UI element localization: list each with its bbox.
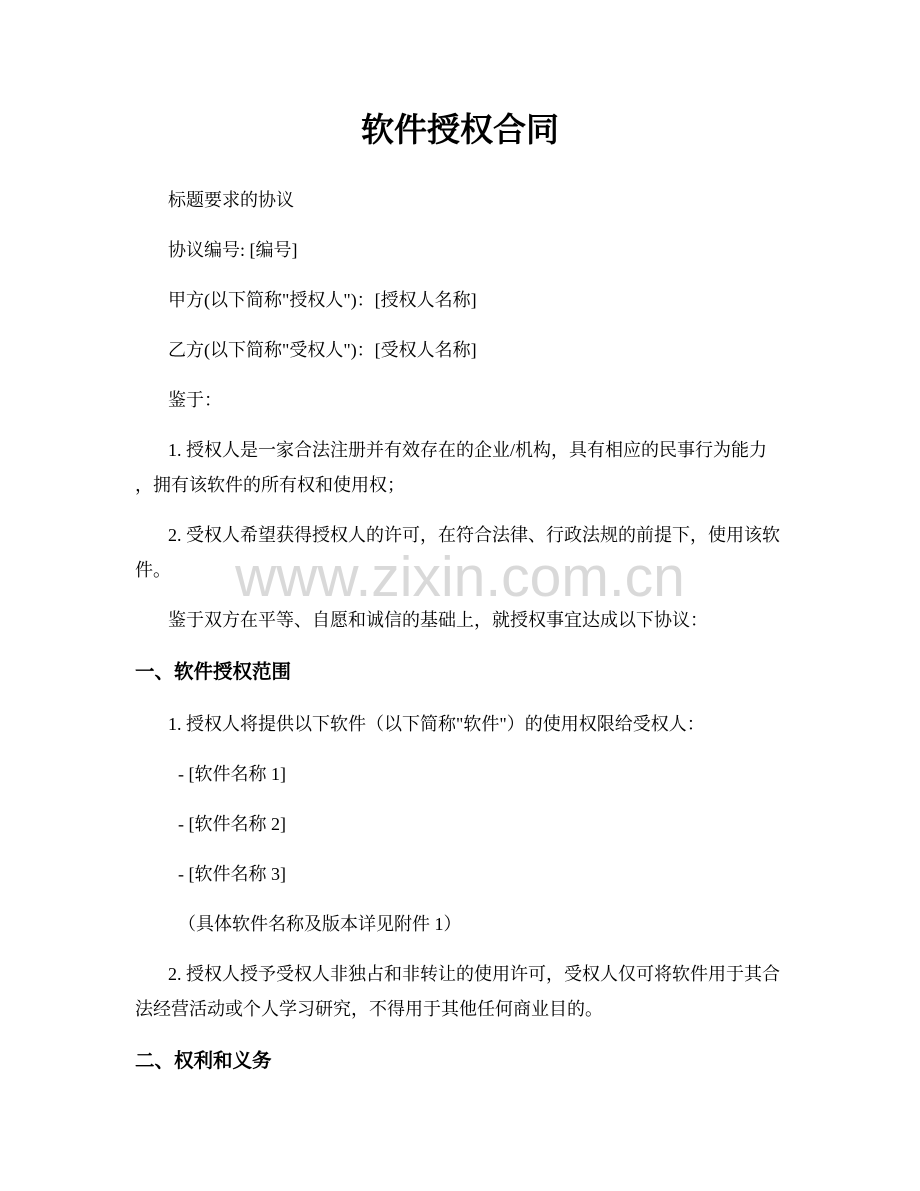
list-note <box>135 907 785 942</box>
paragraph-line: 件。 <box>135 560 171 580</box>
section-heading: 一、软件授权范围 <box>135 661 292 683</box>
party-b-paragraph <box>135 333 785 368</box>
note-text: （具体软件名称及版本详见附件 1） <box>178 914 462 934</box>
paragraph-line: 2. 授权人授予受权人非独占和非转让的使用许可，受权人仅可将软件用于其合 <box>168 964 780 984</box>
page-title: 软件授权合同 <box>361 111 559 148</box>
paragraph-line: 协议编号: [编号] <box>168 240 298 260</box>
list-item <box>135 757 785 792</box>
whereas-item-2 <box>135 518 785 588</box>
agreement-number-paragraph <box>135 233 785 268</box>
paragraph-line: 1. 授权人将提供以下软件（以下简称"软件"）的使用权限给受权人： <box>168 714 705 734</box>
document-content <box>0 105 920 1079</box>
whereas-item-1 <box>135 433 785 503</box>
intro-paragraph <box>135 183 785 218</box>
paragraph-line: 甲方(以下简称"授权人")：[授权人名称] <box>168 290 477 310</box>
clause-paragraph <box>135 707 785 742</box>
watermark: www.zixin.com.cn <box>235 545 685 609</box>
list-item-text: - [软件名称 3] <box>178 864 286 884</box>
paragraph-line: 乙方(以下简称"受权人")：[受权人名称] <box>168 340 477 360</box>
party-a-paragraph <box>135 283 785 318</box>
paragraph-line: 法经营活动或个人学习研究，不得用于其他任何商业目的。 <box>135 999 603 1019</box>
list-item-text: - [软件名称 2] <box>178 814 286 834</box>
whereas-paragraph <box>135 383 785 418</box>
list-item-text: - [软件名称 1] <box>178 764 286 784</box>
paragraph-line: 标题要求的协议 <box>168 190 294 210</box>
paragraph-line: ，拥有该软件的所有权和使用权； <box>135 475 405 495</box>
clause-paragraph <box>135 957 785 1027</box>
agreement-basis-paragraph <box>135 603 785 638</box>
list-item <box>135 857 785 892</box>
paragraph-line: 2. 受权人希望获得授权人的许可，在符合法律、行政法规的前提下，使用该软 <box>168 525 780 545</box>
list-item <box>135 807 785 842</box>
paragraph-line: 鉴于： <box>168 390 222 410</box>
section-heading: 二、权利和义务 <box>135 1050 272 1072</box>
paragraph-line: 1. 授权人是一家合法注册并有效存在的企业/机构，具有相应的民事行为能力 <box>168 440 767 460</box>
paragraph-line: 鉴于双方在平等、自愿和诚信的基础上，就授权事宜达成以下协议： <box>168 610 708 630</box>
